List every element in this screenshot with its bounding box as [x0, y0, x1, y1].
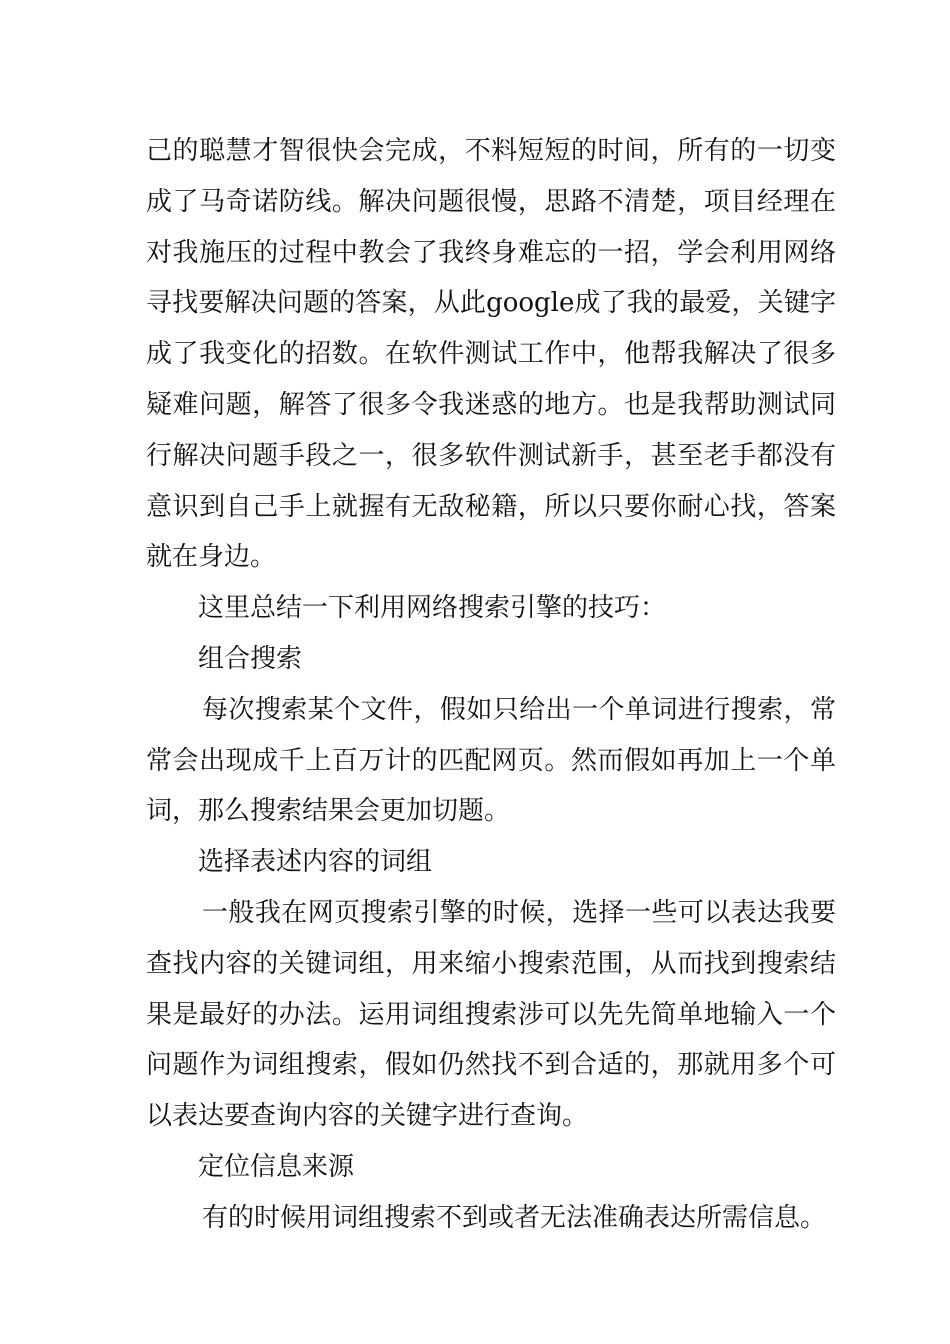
paragraph-phrase-selection: 一般我在网页搜索引擎的时候，选择一些可以表达我要查找内容的关键词组，用来缩小搜索范围，从而找到搜索结果是最好的办法。运用词组搜索涉可以先先简单地输入一个问题作为词组搜索，假如仍然找不到合适的，那就用多个可以表达要查询内容的关键字进行查询。	[146, 897, 836, 1132]
paragraph-continuation: 己的聪慧才智很快会完成，不料短短的时间，所有的一切变成了马奇诺防线。解决问题很慢，思路不清楚，项目经理在对我施压的过程中教会了我终身难忘的一招，学会利用网络寻找要解决问题的答案，从此google成了我的最爱，关键字成了我变化的招数。在软件测试工作中，他帮我解决了很多疑难问题，解答了很多令我迷惑的地方。也是我帮助测试同行解决问题手段之一，很多软件测试新手，甚至老手都没有意识到自己手上就握有无敌秘籍，所以只要你耐心找，答案就在身边。	[146, 136, 836, 573]
section-heading-locate-source: 定位信息来源	[198, 1151, 355, 1182]
section-heading-phrase-selection: 选择表述内容的词组	[198, 847, 433, 878]
paragraph-combined-search: 每次搜索某个文件，假如只给出一个单词进行搜索，常常会出现成千上百万计的匹配网页。然而假如再加上一个单词，那么搜索结果会更加切题。	[146, 694, 836, 827]
section-heading-combined-search: 组合搜索	[198, 643, 303, 674]
paragraph-summary-intro: 这里总结一下利用网络搜索引擎的技巧：	[198, 593, 667, 624]
document-body	[146, 126, 836, 1244]
paragraph-locate-source: 有的时候用词组搜索不到或者无法准确表达所需信息。	[202, 1202, 827, 1233]
